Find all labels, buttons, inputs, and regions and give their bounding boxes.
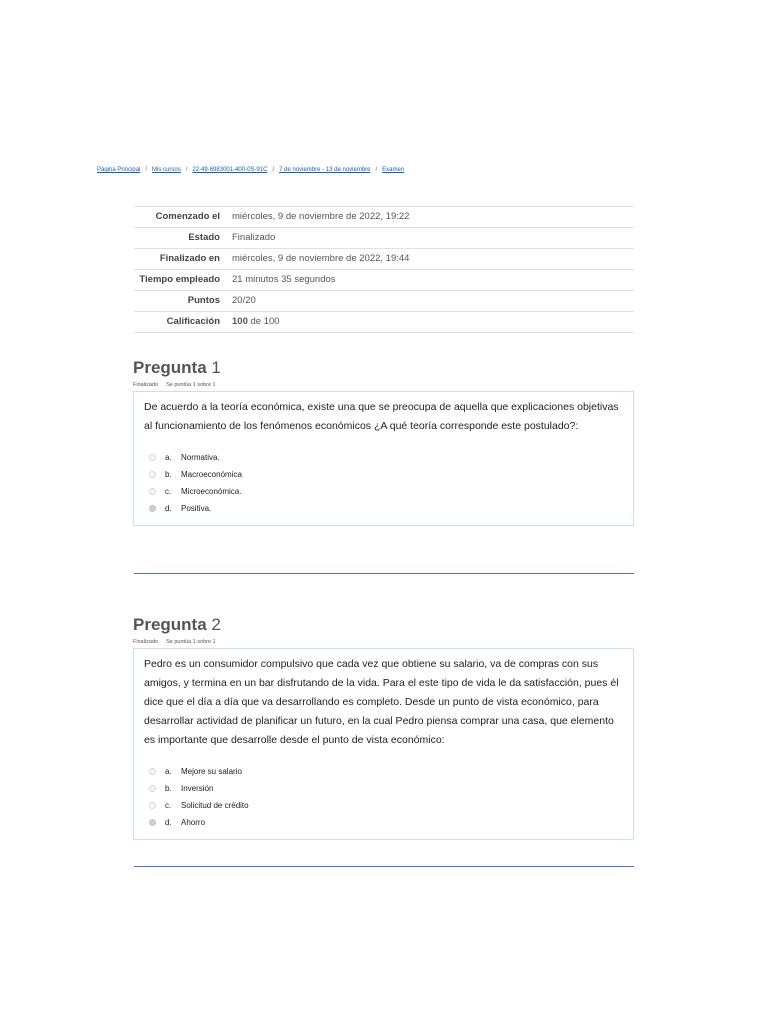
summary-row-state bbox=[134, 228, 634, 249]
breadcrumb bbox=[97, 167, 404, 173]
radio-button[interactable] bbox=[149, 785, 156, 792]
question-state: Finalizado bbox=[133, 382, 159, 388]
radio-button-checked[interactable] bbox=[149, 819, 156, 826]
answer-text: Macroeconómica bbox=[181, 470, 242, 479]
question-text: De acuerdo a la teoría económica, existe una que se preocupa de aquella que explicaciones objetivas al funcionamiento de los fenómenos económicos ¿A qué teoría corresponde este postulado?: bbox=[144, 401, 619, 432]
question-title-label: Pregunta bbox=[133, 358, 207, 377]
summary-value: miércoles, 9 de noviembre de 2022, 19:22 bbox=[228, 207, 634, 228]
question-info bbox=[133, 639, 634, 647]
question-grade: Se puntúa 1 sobre 1 bbox=[166, 639, 216, 645]
summary-row-grade bbox=[134, 312, 634, 333]
answer-text: Normativa. bbox=[181, 453, 220, 462]
summary-label: Tiempo empleado bbox=[134, 270, 228, 291]
question-state: Finalizado bbox=[133, 639, 159, 645]
breadcrumb-week-link[interactable]: 7 de noviembre - 13 de noviembre bbox=[279, 167, 371, 173]
summary-value bbox=[228, 312, 634, 333]
breadcrumb-separator: / bbox=[375, 167, 378, 173]
answer-letter: a. bbox=[165, 453, 172, 462]
breadcrumb-course-link[interactable]: 22-49-6983001-400-0S-91C bbox=[192, 167, 268, 173]
answer-list bbox=[144, 449, 623, 517]
summary-label: Estado bbox=[134, 228, 228, 249]
summary-row-started bbox=[134, 207, 634, 228]
summary-value: 20/20 bbox=[228, 291, 634, 312]
answer-text: Mejore su salario bbox=[181, 767, 242, 776]
answer-option-c[interactable] bbox=[144, 797, 623, 814]
answer-letter: d. bbox=[165, 818, 172, 827]
question-title bbox=[133, 614, 634, 636]
answer-letter: d. bbox=[165, 504, 172, 513]
question-2 bbox=[133, 614, 634, 840]
question-title-label: Pregunta bbox=[133, 615, 207, 634]
answer-letter: c. bbox=[165, 801, 172, 810]
question-title bbox=[133, 357, 634, 379]
summary-row-points bbox=[134, 291, 634, 312]
question-info bbox=[133, 382, 634, 390]
answer-option-c[interactable] bbox=[144, 483, 623, 500]
summary-label: Calificación bbox=[134, 312, 228, 333]
summary-row-finished bbox=[134, 249, 634, 270]
radio-button[interactable] bbox=[149, 768, 156, 775]
summary-label: Comenzado el bbox=[134, 207, 228, 228]
question-number: 2 bbox=[211, 615, 221, 634]
question-content-box bbox=[133, 648, 634, 840]
grade-total: de 100 bbox=[247, 316, 280, 327]
question-content-box bbox=[133, 391, 634, 526]
question-1 bbox=[133, 357, 634, 526]
grade-score: 100 bbox=[232, 316, 248, 327]
answer-text: Ahorro bbox=[181, 818, 206, 827]
answer-letter: b. bbox=[165, 470, 172, 479]
answer-text: Solicitud de crédito bbox=[181, 801, 249, 810]
answer-list bbox=[144, 763, 623, 831]
answer-text: Positiva. bbox=[181, 504, 212, 513]
answer-letter: a. bbox=[165, 767, 172, 776]
answer-option-d[interactable] bbox=[144, 814, 623, 831]
breadcrumb-my-courses-link[interactable]: Mis cursos bbox=[152, 167, 181, 173]
question-text: Pedro es un consumidor compulsivo que cada vez que obtiene su salario, va de compras con sus amigos, y termina en un bar disfrutando de la vida. Para el este tipo de vida le da satisfacción, pues él dice que el día a día que va desarrollando es completo. Desde un punto de vista económico, para desarrollar actividad de planificar un futuro, en la cual Pedro piensa comprar una casa, que elemento es importante que desarrolle desde el punto de vista económico: bbox=[144, 658, 619, 746]
radio-button[interactable] bbox=[149, 471, 156, 478]
answer-option-a[interactable] bbox=[144, 449, 623, 466]
breadcrumb-separator: / bbox=[145, 167, 148, 173]
radio-button[interactable] bbox=[149, 488, 156, 495]
breadcrumb-separator: / bbox=[272, 167, 275, 173]
summary-value: miércoles, 9 de noviembre de 2022, 19:44 bbox=[228, 249, 634, 270]
radio-button-checked[interactable] bbox=[149, 505, 156, 512]
question-grade: Se puntúa 1 sobre 1 bbox=[166, 382, 216, 388]
breadcrumb-exam-link[interactable]: Examen bbox=[382, 167, 405, 173]
breadcrumb-separator: / bbox=[185, 167, 188, 173]
summary-label: Finalizado en bbox=[134, 249, 228, 270]
radio-button[interactable] bbox=[149, 802, 156, 809]
summary-label: Puntos bbox=[134, 291, 228, 312]
answer-option-d[interactable] bbox=[144, 500, 623, 517]
summary-row-time bbox=[134, 270, 634, 291]
question-number: 1 bbox=[211, 358, 221, 377]
question-divider bbox=[134, 573, 634, 574]
quiz-summary-table bbox=[134, 206, 634, 333]
answer-text: Inversión bbox=[181, 784, 214, 793]
question-divider bbox=[134, 866, 634, 867]
summary-value: 21 minutos 35 segundos bbox=[228, 270, 634, 291]
answer-option-b[interactable] bbox=[144, 780, 623, 797]
answer-text: Microeconómica. bbox=[181, 487, 242, 496]
answer-letter: c. bbox=[165, 487, 172, 496]
breadcrumb-home-link[interactable]: Página Principal bbox=[97, 167, 141, 173]
radio-button[interactable] bbox=[149, 454, 156, 461]
answer-option-b[interactable] bbox=[144, 466, 623, 483]
summary-value: Finalizado bbox=[228, 228, 634, 249]
answer-option-a[interactable] bbox=[144, 763, 623, 780]
answer-letter: b. bbox=[165, 784, 172, 793]
